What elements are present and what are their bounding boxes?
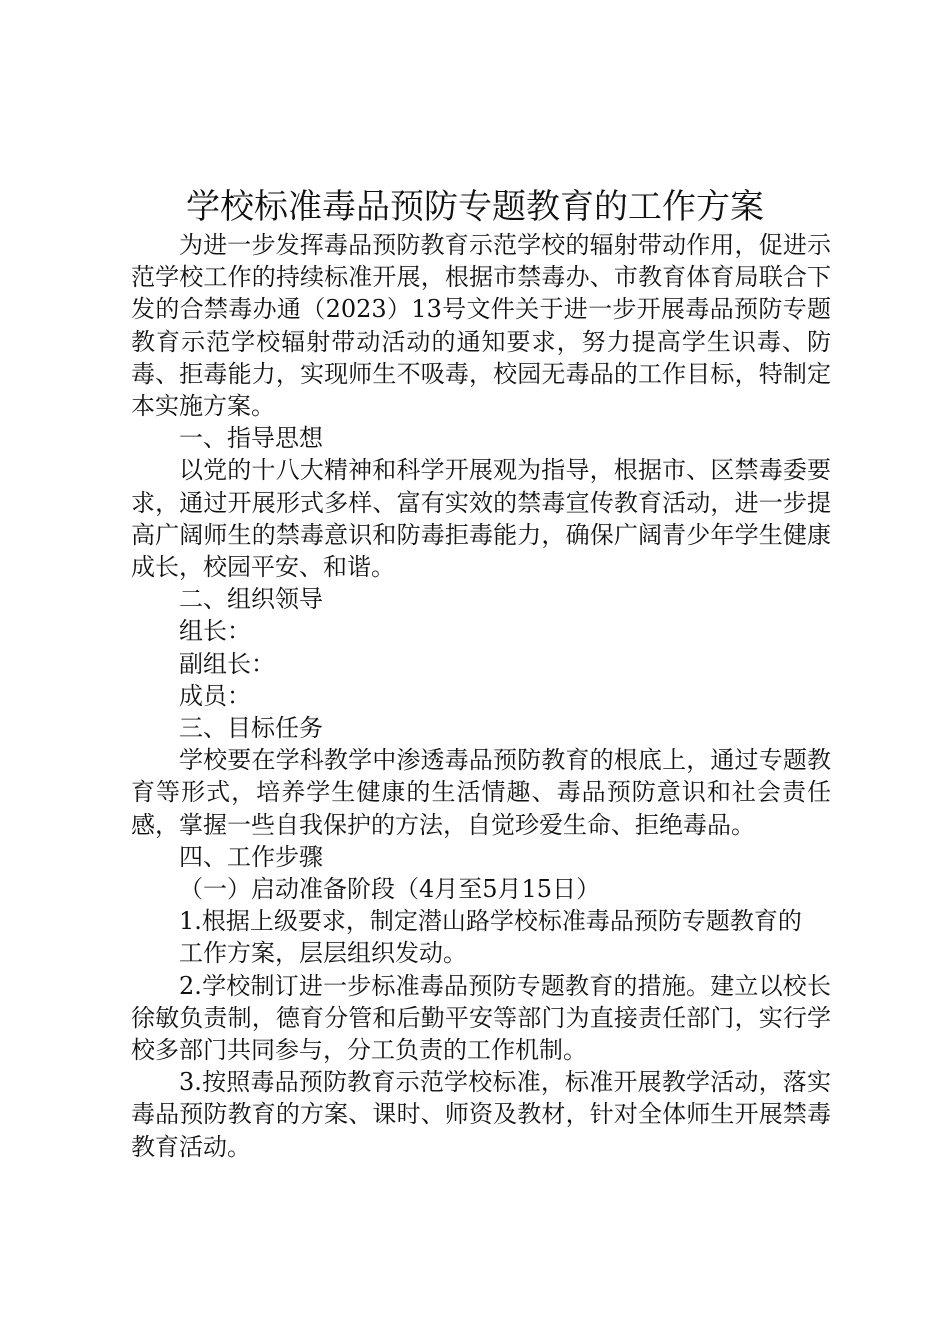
intro-paragraph: 为进一步发挥毒品预防教育示范学校的辐射带动作用，促进示范学校工作的持续标准开展，根据市禁毒办、市教育体育局联合下发的合禁毒办通（2023）13号文件关于进一步开展毒品预防专题教育示范学校辐射带动活动的通知要求，努力提高学生识毒、防毒、拒毒能力，实现师生不吸毒，校园无毒品的工作目标，特制定本实施方案。 bbox=[131, 231, 831, 421]
document-body bbox=[131, 229, 831, 1163]
phase-one-heading: （一）启动准备阶段（4月至5月15日） bbox=[179, 875, 601, 904]
document-title: 学校标准毒品预防专题教育的工作方案 bbox=[186, 187, 764, 227]
goals-paragraph: 学校要在学科教学中渗透毒品预防教育的根底上，通过专题教育等形式，培养学生健康的生活情趣、毒品预防意识和社会责任感，掌握一些自我保护的方法，自觉珍爱生命、拒绝毒品。 bbox=[131, 746, 831, 839]
step-two-paragraph: 2.学校制订进一步标准毒品预防专题教育的措施。建立以校长徐敏负责制，德育分管和后勤平安等部门为直接责任部门，实行学校多部门共同参与，分工负责的工作机制。 bbox=[131, 971, 831, 1065]
section-heading-work-steps: 四、工作步骤 bbox=[179, 842, 323, 871]
section-heading-guiding-ideology: 一、指导思想 bbox=[179, 424, 323, 453]
step-three-paragraph: 3.按照毒品预防教育示范学校标准，标准开展教学活动，落实毒品预防教育的方案、课时、师资及教材，针对全体师生开展禁毒教育活动。 bbox=[131, 1068, 831, 1161]
guiding-ideology-paragraph: 以党的十八大精神和科学开展观为指导，根据市、区禁毒委要求，通过开展形式多样、富有实效的禁毒宣传教育活动，进一步提高广阔师生的禁毒意识和防毒拒毒能力，确保广阔青少年学生健康成长，校园平安、和谐。 bbox=[131, 456, 831, 582]
members-line: 成员： bbox=[179, 681, 251, 710]
vice-leader-line: 副组长： bbox=[179, 649, 275, 678]
section-heading-goals: 三、目标任务 bbox=[179, 714, 323, 743]
section-heading-organization: 二、组织领导 bbox=[179, 585, 323, 614]
step-one-paragraph: 1.根据上级要求，制定潜山路学校标准毒品预防专题教育的 bbox=[179, 907, 802, 936]
leader-line: 组长： bbox=[179, 617, 251, 646]
step-one-continuation: 工作方案，层层组织发动。 bbox=[179, 939, 467, 968]
